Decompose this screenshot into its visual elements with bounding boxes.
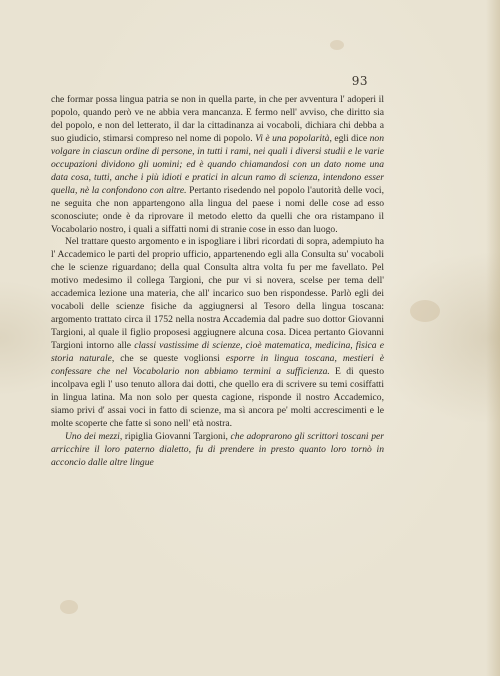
italic-text-run: classi vastissime di scienze, cioè matematica, medicina, fisica e storia naturale [51,340,384,365]
paper-stain [60,600,78,614]
italic-text-run: esporre in lingua toscana, mestieri è confessare che nel Vocabolario non abbiamo termini a sufficienza. [51,353,384,378]
page-number: 93 [351,74,368,88]
paper-stain [330,40,344,50]
italic-text-run: Vi è una popolarità [255,132,330,144]
text-run: , egli dice [329,132,370,144]
paper-stain [410,300,440,322]
text-run: , che se queste voglionsi [111,353,226,365]
paragraph [51,94,384,236]
italic-text-run: che adoprarono gli scrittori toscani per arricchire il loro paterno dialetto, fu di prendere in presto quanto loro tornò in acconcio dalle altre lingue [51,430,385,468]
body-text [51,94,384,470]
paragraph [51,431,384,470]
italic-text-run: Uno dei mezzi [65,430,120,442]
paragraph [51,236,384,430]
text-run: che formar possa lingua patria se non in quella parte, in che per avventura l' adoperi il popolo, quando però ve ne abbia vera mancanza. E fermo nell' avviso, che diritto sia del popolo, e non del letterato, il dar la cittadinanza ai vocaboli, dichiara chi debba a suo giudicio, stimarsi compreso nel nome di popolo. [51,94,384,144]
text-run: , ripiglia Giovanni Targioni, [119,430,231,442]
page-edge-shadow [486,0,500,676]
text-run: Nel trattare questo argomento e in ispogliare i libri ricordati di sopra, adempiuto ha l' Accademico le parti del proprio ufficio, appartenendo egli alla Consulta su' vocaboli che le scienze riguardano; della qual Consulta altra volta fu per me favellato. Pel motivo medesimo il collega Targioni, che pur vi si novera, scelse per tema dell' accademica lezione una materia, che all' incarico suo ben rispondesse. Parlò egli dei vocaboli delle scienze fisiche da aggiugnersi al Tesoro della lingua toscana: argomento trattato circa il 1752 nella nostra Accademia dal padre suo dottor Giovanni Targioni, al quale il figlio proposesi aggiugnere alcuna cosa. Dicea pertanto Giovanni Targioni intorno alle [51,236,384,352]
text-run: E di questo incolpava egli l' uso tenuto allora dai dotti, che quello era di scrivere su temi cosiffatti in lingua latina. Ma non solo per questa cagione, risponde il nostro Accademico, siamo privi d' assai voci in fatto di scienze, ma sì ancora pe' molti accrescimenti e le molte scoperte che fatte si sono nell' età nostra. [51,366,384,429]
text-run: Pertanto risedendo nel popolo l'autorità delle voci, ne seguita che non appartengono alla lingua del paese i nomi delle cose ad esso sconosciute; onde è da riprovare il metodo eletto da quelli che ora ristampano il Vocabolario nostro, i quali a siffatti nomi di stranie cose in esso dan luogo. [51,184,384,235]
italic-text-run: non volgare in ciascun ordine di persone, in tutti i rami, nei quali i diversi studii e le varie occupazioni dividono gli uomini; ed è quando chiamandosi con un dato nome una data cosa, tutti, anche i più idioti e pratici in alcun ramo di scienza, intendono esser quella, nè la confondono con altre. [51,132,384,196]
